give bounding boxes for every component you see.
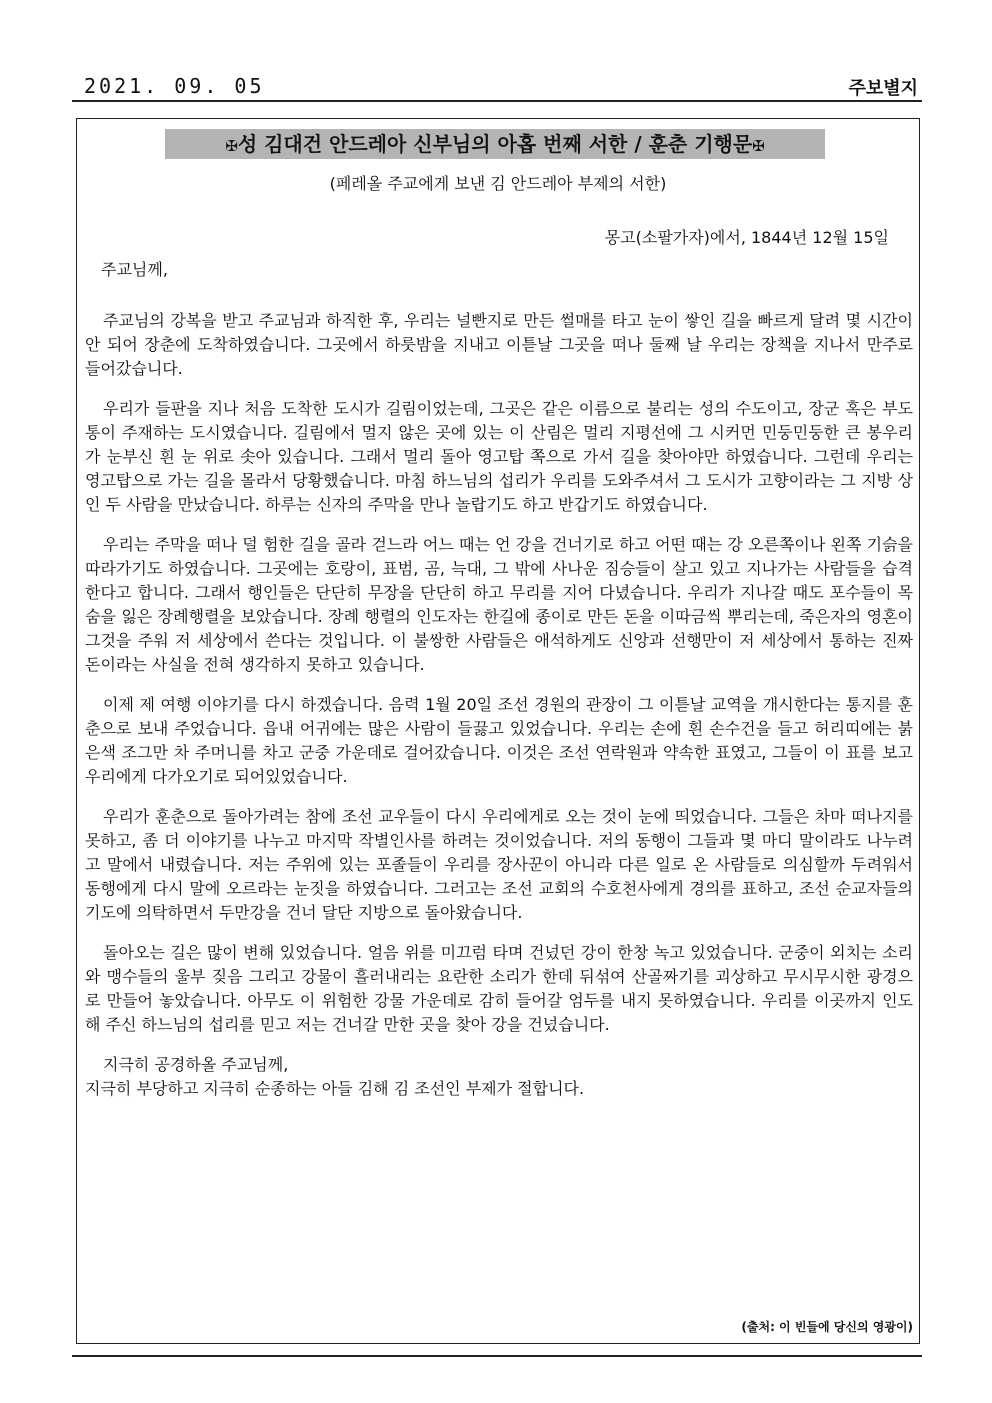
letter-title: 성 김대건 안드레아 신부님의 아홉 번째 서한 / 훈춘 기행문 xyxy=(237,132,753,156)
cross-icon: ✠ xyxy=(752,137,765,155)
letter-subtitle: (페레올 주교에게 보낸 김 안드레아 부제의 서한) xyxy=(329,174,667,193)
signature-line: 지극히 부당하고 지극히 순종하는 아들 김해 김 조선인 부제가 절합니다. xyxy=(85,1079,585,1098)
page-header xyxy=(72,72,922,102)
bulletin-date: 2021. 09. 05 xyxy=(84,74,265,98)
paragraph: 주교님의 강복을 받고 주교님과 하직한 후, 우리는 널빤지로 만든 썰매를 타고 눈이 쌓인 길을 빠르게 달려 몇 시간이 안 되어 장춘에 도착하였습니다. 그곳에서 하룻밤을 지내고 이튿날 그곳을 떠나 둘째 날 우리는 장책을 지나서 만주로 들어갔습니다. xyxy=(85,311,913,378)
cross-icon: ✠ xyxy=(225,137,238,155)
letter-dateline: 몽고(소팔가자)에서, 1844년 12월 15일 xyxy=(604,228,889,247)
paragraph: 우리가 훈춘으로 돌아가려는 참에 조선 교우들이 다시 우리에게로 오는 것이 눈에 띄었습니다. 그들은 차마 떠나지를 못하고, 좀 더 이야기를 나누고 마지막 작별인사를 하려는 것이었습니다. 저의 동행이 그들과 몇 마디 말이라도 나누려고 말에서 내렸습니다. 저는 주위에 있는 포졸들이 우리를 장사꾼이 아니라 다른 일로 온 사람들로 의심할까 두려워서 동행에게 다시 말에 오르라는 눈짓을 하였습니다. 그러고는 조선 교회의 수호천사에게 경의를 표하고, 조선 순교자들의 기도에 의탁하면서 두만강을 건너 달단 지방으로 돌아왔습니다. xyxy=(85,807,913,922)
letter-body xyxy=(85,309,913,1101)
source-credit: (출처: 이 빈들에 당신의 영광이) xyxy=(741,1320,913,1334)
letter-box xyxy=(76,118,920,1344)
closing-line: 지극히 공경하올 주교님께, xyxy=(103,1055,289,1074)
footer-divider xyxy=(72,1355,922,1357)
letter-salutation: 주교님께, xyxy=(101,260,168,279)
paragraph: 이제 제 여행 이야기를 다시 하겠습니다. 음력 1월 20일 조선 경원의 관장이 그 이튿날 교역을 개시한다는 통지를 훈춘으로 보내 주었습니다. 읍내 어귀에는 많은 사람이 들끓고 있었습니다. 우리는 손에 흰 손수건을 들고 허리띠에는 붉은색 조그만 차 주머니를 차고 군중 가운데로 걸어갔습니다. 이것은 조선 연락원과 약속한 표였고, 그들이 이 표를 보고 우리에게 다가오기로 되어있었습니다. xyxy=(85,695,913,786)
title-bar xyxy=(165,129,825,159)
section-label: 주보별지 xyxy=(848,78,918,99)
paragraph: 돌아오는 길은 많이 변해 있었습니다. 얼음 위를 미끄럼 타며 건넜던 강이 한창 녹고 있었습니다. 군중이 외치는 소리와 맹수들의 울부 짖음 그리고 강물이 흘러내리는 요란한 소리가 한데 뒤섞여 산골짜기를 괴상하고 무시무시한 광경으로 만들어 놓았습니다. 아무도 이 위험한 강물 가운데로 감히 들어갈 엄두를 내지 못하였습니다. 우리를 이곳까지 인도해 주신 하느님의 섭리를 믿고 저는 건너갈 만한 곳을 찾아 강을 건넜습니다. xyxy=(85,943,913,1034)
paragraph: 우리가 들판을 지나 처음 도착한 도시가 길림이었는데, 그곳은 같은 이름으로 불리는 성의 수도이고, 장군 혹은 부도통이 주재하는 도시였습니다. 길림에서 멀지 않은 곳에 있는 이 산림은 멀리 지평선에 그 시커먼 민둥민둥한 큰 봉우리가 눈부신 흰 눈 위로 솟아 있습니다. 그래서 멀리 돌아 영고탑 쪽으로 가서 길을 찾아야만 하였습니다. 그런데 우리는 영고탑으로 가는 길을 몰라서 당황했습니다. 마침 하느님의 섭리가 우리를 도와주셔서 그 도시가 고향이라는 그 지방 상인 두 사람을 만났습니다. 하루는 신자의 주막을 만나 놀랍기도 하고 반갑기도 하였습니다. xyxy=(85,399,913,514)
paragraph: 우리는 주막을 떠나 덜 험한 길을 골라 걷느라 어느 때는 언 강을 건너기로 하고 어떤 때는 강 오른쪽이나 왼쪽 기슭을 따라가기도 하였습니다. 그곳에는 호랑이, 표범, 곰, 늑대, 그 밖에 사나운 짐승들이 살고 있고 지나가는 사람들을 습격한다고 합니다. 그래서 행인들은 단단히 무장을 단단히 하고 무리를 지어 다녔습니다. 우리가 지나갈 때도 포수들이 목숨을 잃은 장례행렬을 보았습니다. 장례 행렬의 인도자는 한길에 종이로 만든 돈을 이따금씩 뿌리는데, 죽은자의 영혼이 그것을 주워 저 세상에서 쓴다는 것입니다. 이 불쌍한 사람들은 애석하게도 신앙과 선행만이 저 세상에서 통하는 진짜 돈이라는 사실을 전혀 생각하지 못하고 있습니다. xyxy=(85,535,913,674)
